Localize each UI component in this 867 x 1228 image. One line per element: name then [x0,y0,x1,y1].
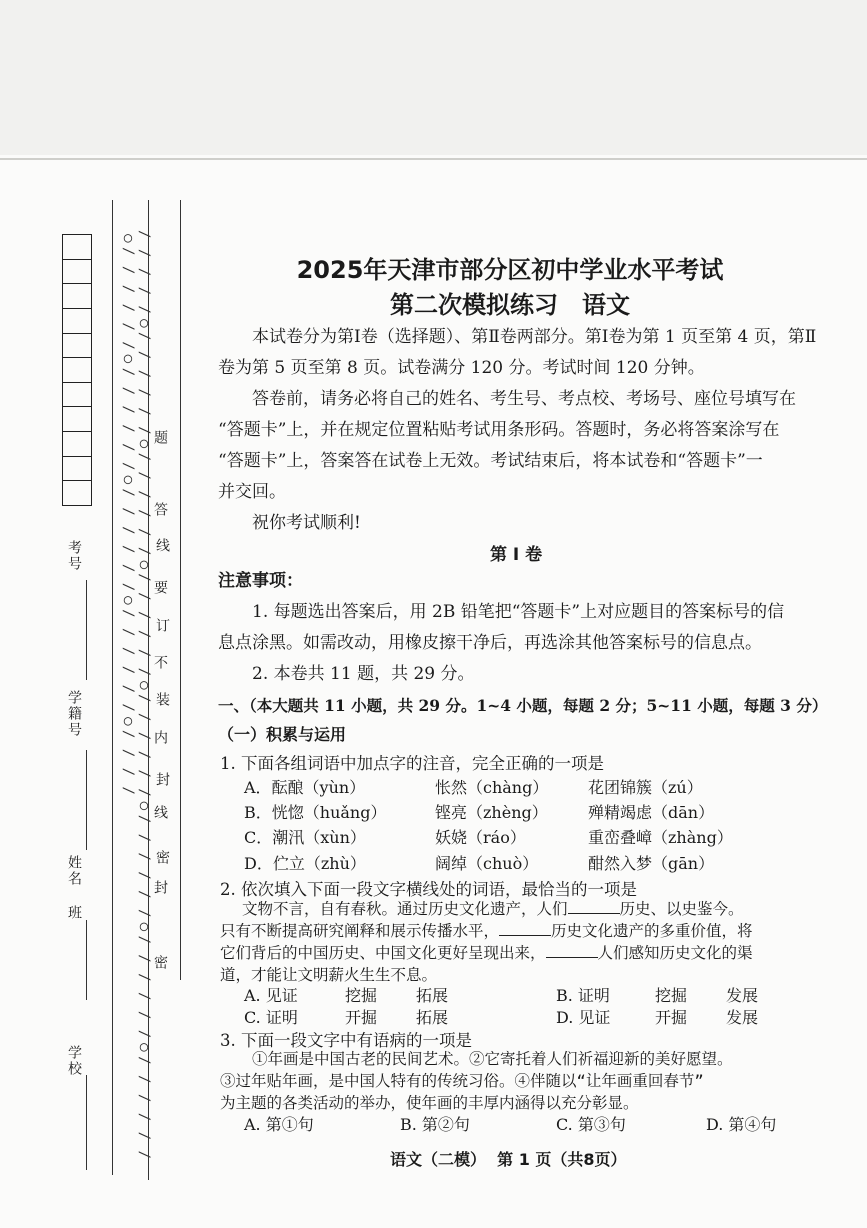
q2-d-1: D. 见证 [556,1008,611,1027]
notice-block [218,597,828,690]
label-xingming: 姓名 [66,855,82,887]
q2-d-3: 发展 [726,1008,759,1027]
q3-c: C. 第③句 [556,1115,626,1134]
q2-blank-1 [568,899,620,914]
col-label-xian: 线 [154,538,170,554]
q1-b-3: 殚精竭虑（dān） [588,803,715,822]
q2-c-3: 拓展 [416,1008,449,1027]
q2-c-1: C. 证明 [244,1008,298,1027]
q2-d-2: 开掘 [655,1008,688,1027]
q2-l3b: 人们感知历史文化的渠 [597,944,753,962]
page-footer: 语文（二模） 第 1 页（共8页） [390,1150,627,1169]
q2-passage [220,898,820,986]
tear-line-pattern: / / / / /○/ / / / / /○/ / / / / /○/ / / / / /○/ / / / / /○/ / / / / /○/ / / / / /○/ / / / / /○/ / / / / /○/ / / / / /○/ / / / / /○/ / / / / /○/ / / / [120,230,152,1160]
q1-c-3: 重峦叠嶂（zhàng） [588,828,733,847]
col-label-ding: 订 [154,618,170,634]
intro-p2a: 答卷前，请务必将自己的姓名、考生号、考点校、考场号、座位号填写在 [252,389,796,409]
col-label-mi: 密 [154,850,170,866]
q3-l2: ③过年贴年画，是中国人特有的传统习俗。④伴随以“让年画重回春节” [220,1072,704,1090]
intro-p1a: 本试卷分为第Ⅰ卷（选择题）、第Ⅱ卷两部分。第Ⅰ卷为第 1 页至第 4 页，第Ⅱ [252,327,817,347]
q1-d-3: 酣然入梦（gān） [588,854,715,873]
q2-b-1: B. 证明 [556,986,610,1005]
intro-block [218,322,828,539]
q2-blank-3 [546,943,598,958]
sub-heading: （一）积累与运用 [218,725,347,744]
q2-a-2: 挖掘 [345,986,378,1005]
label-xuexiao: 学校 [66,1045,82,1077]
notice-1b: 息点涂黑。如需改动，用橡皮擦干净后，再选涂其他答案标号的信息点。 [218,633,762,653]
q1-a-2: 怅然（chàng） [435,778,549,797]
q2-l1a: 文物不言，自有春秋。通过历史文化遗产，人们 [242,900,568,918]
label-kaohao: 考号 [66,540,82,572]
q1-b-1: B．恍惚（huǎng） [244,803,387,822]
binding-rule-1 [112,200,113,1175]
q2-b-2: 挖掘 [655,986,688,1005]
q1-a-3: 花团锦簇（zú） [588,778,703,797]
warn-char-bu: 不 [152,655,168,671]
q1-d-1: D．伫立（zhù） [244,854,366,873]
intro-p1b: 卷为第 5 页至第 8 页。试卷满分 120 分。考试时间 120 分钟。 [218,358,705,378]
q1-b-2: 铿亮（zhèng） [435,803,548,822]
q3-a: A. 第①句 [244,1115,314,1134]
q3-l1: ①年画是中国古老的民间艺术。②它寄托着人们祈福迎新的美好愿望。 [252,1050,733,1068]
q2-b-3: 发展 [726,986,759,1005]
section-heading: 第 Ⅰ 卷 [490,545,543,565]
warn-char-xian: 线 [152,805,168,821]
kaohao-line [86,580,87,680]
intro-wish: 祝你考试顺利! [252,513,361,533]
q1-c-1: C．潮汛（xùn） [244,828,366,847]
q2-l2b: 历史文化遗产的多重价值，将 [551,922,753,940]
warn-char-nei: 内 [152,730,168,746]
q2-l1b: 历史、以史鉴今。 [619,900,744,918]
intro-p2b: “答题卡”上，并在规定位置粘贴考试用条形码。答题时，务必将答案涂写在 [218,420,780,440]
q1-c-2: 妖娆（ráo） [435,828,526,847]
label-xuejihao: 学籍号 [66,690,82,738]
warn-char-mi: 密 [152,955,168,971]
q2-a-1: A. 见证 [244,986,298,1005]
q3-passage [220,1048,820,1114]
exam-subtitle: 第二次模拟练习 语文 [390,291,630,319]
q2-l4: 道，才能让文明薪火生生不息。 [220,966,438,984]
intro-p2c: “答题卡”上，答案答在试卷上无效。考试结束后，将本试卷和“答题卡”一 [218,451,763,471]
q1-stem: 1. 下面各组词语中加点字的注音，完全正确的一项是 [220,754,604,773]
page-edge [0,158,867,160]
part-heading: 一、（本大题共 11 小题，共 29 分。1~4 小题，每题 2 分；5~11 小题，每题 3 分） [218,696,828,715]
warn-char-yao: 要 [152,580,168,596]
intro-p2d: 并交回。 [218,482,286,502]
q2-stem: 2. 依次填入下面一段文字横线处的词语，最恰当的一项是 [220,880,637,899]
label-ban: 班 [66,905,82,921]
warn-char-feng: 封 [152,880,168,896]
q2-c-2: 开掘 [345,1008,378,1027]
notice-1a: 1. 每题选出答案后，用 2B 铅笔把“答题卡”上对应题目的答案标号的信 [252,602,785,622]
scan-top-margin [0,0,867,155]
col-label-zhuang: 装 [154,692,170,708]
xuejihao-line [86,750,87,850]
notice-title: 注意事项： [218,571,303,591]
col-label-feng: 封 [154,772,170,788]
q2-blank-2 [499,921,551,936]
ban-line [86,920,87,1000]
xuexiao-line [86,1075,87,1170]
q3-d: D. 第④句 [706,1115,777,1134]
q3-b: B. 第②句 [400,1115,470,1134]
exam-title: 2025年天津市部分区初中学业水平考试 [296,256,724,284]
q3-stem: 3. 下面一段文字中有语病的一项是 [220,1031,472,1050]
binding-rule-3 [180,200,181,980]
q2-a-3: 拓展 [416,986,449,1005]
warn-char-da: 答 [152,502,168,518]
exam-number-boxes [62,234,92,506]
q1-d-2: 阔绰（chuò） [435,854,539,873]
warn-char-ti: 题 [152,430,168,446]
q3-l3: 为主题的各类活动的举办，使年画的丰厚内涵得以充分彰显。 [220,1094,639,1112]
q2-l3a: 它们背后的中国历史、中国文化更好呈现出来， [220,944,546,962]
q2-l2a: 只有不断提高研究阐释和展示传播水平， [220,922,500,940]
notice-2: 2. 本卷共 11 题，共 29 分。 [252,664,475,684]
q1-a-1: A．酝酿（yùn） [244,778,366,797]
